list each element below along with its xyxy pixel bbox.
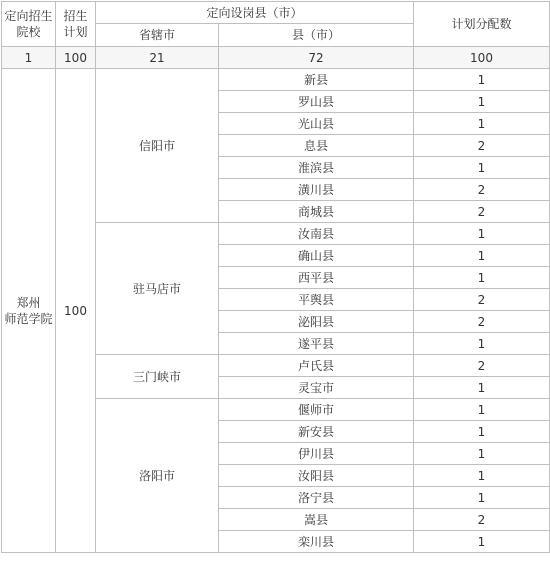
county-cell: 卢氏县 xyxy=(219,355,414,377)
county-cell: 新安县 xyxy=(219,421,414,443)
county-cell: 灵宝市 xyxy=(219,377,414,399)
alloc-cell: 1 xyxy=(414,399,550,421)
summary-plan: 100 xyxy=(56,47,96,69)
county-cell: 潢川县 xyxy=(219,179,414,201)
summary-alloc: 100 xyxy=(414,47,550,69)
alloc-cell: 2 xyxy=(414,179,550,201)
alloc-cell: 2 xyxy=(414,509,550,531)
alloc-cell: 1 xyxy=(414,69,550,91)
alloc-cell: 1 xyxy=(414,223,550,245)
school-name-line1: 郑州 xyxy=(16,295,41,310)
alloc-cell: 2 xyxy=(414,355,550,377)
county-cell: 泌阳县 xyxy=(219,311,414,333)
alloc-cell: 1 xyxy=(414,113,550,135)
county-cell: 光山县 xyxy=(219,113,414,135)
city-cell: 洛阳市 xyxy=(96,399,219,553)
summary-row xyxy=(2,47,550,69)
school-header-line1: 定向招生 xyxy=(4,9,53,23)
county-cell: 商城县 xyxy=(219,201,414,223)
summary-index: 1 xyxy=(2,47,56,69)
county-cell: 息县 xyxy=(219,135,414,157)
school-name-cell xyxy=(2,69,56,553)
alloc-cell: 1 xyxy=(414,245,550,267)
summary-counties: 72 xyxy=(219,47,414,69)
city-cell: 三门峡市 xyxy=(96,355,219,399)
county-cell: 遂平县 xyxy=(219,333,414,355)
county-cell: 新县 xyxy=(219,69,414,91)
county-cell: 淮滨县 xyxy=(219,157,414,179)
alloc-cell: 1 xyxy=(414,531,550,553)
alloc-cell: 1 xyxy=(414,267,550,289)
county-cell: 栾川县 xyxy=(219,531,414,553)
alloc-cell: 1 xyxy=(414,443,550,465)
alloc-cell: 1 xyxy=(414,421,550,443)
alloc-cell: 1 xyxy=(414,487,550,509)
plan-header-line1: 招生 xyxy=(63,9,88,23)
county-cell: 平舆县 xyxy=(219,289,414,311)
alloc-cell: 1 xyxy=(414,157,550,179)
school-header xyxy=(2,2,56,47)
county-cell: 汝南县 xyxy=(219,223,414,245)
county-cell: 洛宁县 xyxy=(219,487,414,509)
school-header-line2: 院校 xyxy=(16,25,41,39)
plan-header xyxy=(56,2,96,47)
county-cell: 罗山县 xyxy=(219,91,414,113)
table-body xyxy=(2,2,550,553)
alloc-cell: 2 xyxy=(414,311,550,333)
alloc-header: 计划分配数 xyxy=(414,2,550,47)
allocation-table xyxy=(1,1,550,553)
alloc-cell: 1 xyxy=(414,465,550,487)
plan-header-line2: 计划 xyxy=(63,25,88,39)
header-row-1 xyxy=(2,2,550,24)
alloc-cell: 1 xyxy=(414,377,550,399)
county-cell: 西平县 xyxy=(219,267,414,289)
city-header: 省辖市 xyxy=(96,24,219,47)
table-row xyxy=(2,69,550,91)
summary-cities: 21 xyxy=(96,47,219,69)
alloc-cell: 1 xyxy=(414,91,550,113)
alloc-cell: 1 xyxy=(414,333,550,355)
school-plan-cell: 100 xyxy=(56,69,96,553)
county-cell: 汝阳县 xyxy=(219,465,414,487)
city-cell: 驻马店市 xyxy=(96,223,219,355)
target-group-header: 定向设岗县（市） xyxy=(96,2,414,24)
county-cell: 偃师市 xyxy=(219,399,414,421)
county-cell: 确山县 xyxy=(219,245,414,267)
alloc-cell: 2 xyxy=(414,289,550,311)
alloc-cell: 2 xyxy=(414,135,550,157)
alloc-cell: 2 xyxy=(414,201,550,223)
city-cell: 信阳市 xyxy=(96,69,219,223)
school-name-line2: 师范学院 xyxy=(4,311,53,326)
county-cell: 嵩县 xyxy=(219,509,414,531)
county-cell: 伊川县 xyxy=(219,443,414,465)
county-header: 县（市） xyxy=(219,24,414,47)
